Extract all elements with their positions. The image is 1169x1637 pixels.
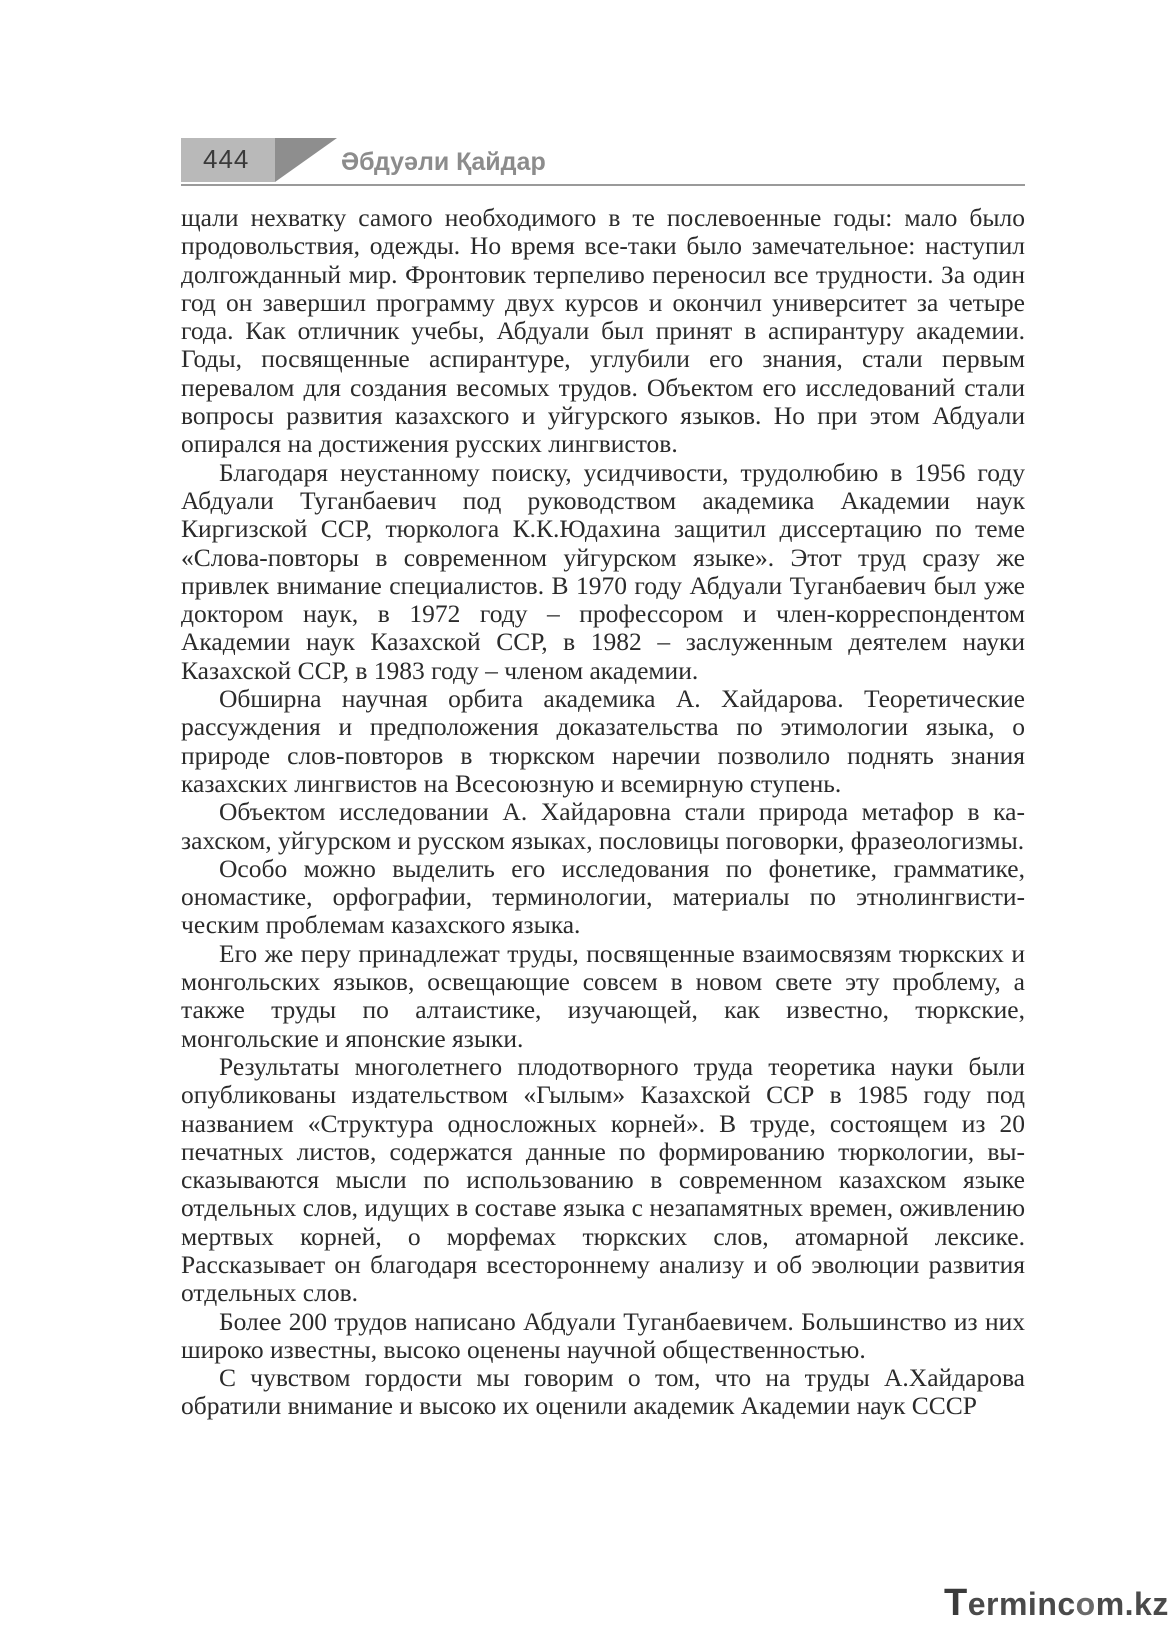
page-number: 444 [203, 144, 250, 174]
watermark-text-b: m.kz [1095, 1586, 1169, 1622]
paragraph-2: Благодаря неустанному поиску, усидчивости, трудолюбию в 1956 году Абдуали Туганбаевич под руководством академика Академии наук Киргизской ССР, тюрколога К.К.Юдахина защитил диссертацию по теме «Слова-повторы в современном уйгурском языке». Этот труд сразу же привлек внимание специалистов. В 1970 году Абдуали Туганбаевич был уже доктором наук, в 1972 году – профессором и член-корреспондентом Академии наук Казахской ССР, в 1982 – заслуженным деятелем науки Казахской ССР, в 1983 году – членом академии. [181, 457, 1025, 685]
watermark-magnifier-o: o [1075, 1586, 1096, 1622]
paragraph-9: С чувством гордости мы говорим о том, что на труды А.Хайдарова обратили внимание и высоко их оценили академик Академии наук СССР [181, 1363, 1025, 1421]
page-number-tab-wedge [275, 138, 337, 182]
termincom-watermark [944, 1582, 1169, 1625]
paragraph-1: щали нехватку самого необходимого в те послевоенные годы: мало было продовольствия, одежды. Но время все-таки было замечательное: наступил долгожданный мир. Фронтовик терпеливо переносил все трудности. За один год он завершил программу двух курсов и окончил университет за четыре года. Как отличник учебы, Абдуали был принят в аспирантуру академии. Годы, посвященные аспирантуре, углубили его знания, стали первым перевалом для создания весомых трудов. Объектом его исследований стали вопросы развития казахского и уйгурского языков. Но при этом Абдуали опирался на достижения русских лингвистов. [181, 203, 1025, 459]
paragraph-3: Обширна научная орбита академика А. Хайдарова. Теоретические рассуждения и предположения доказательства по этимологии языка, о природе слов-повторов в тюркском наречии позволило поднять знания казахских лингвистов на Всесоюзную и всемирную ступень. [181, 684, 1025, 798]
header-rule [181, 184, 1025, 186]
page-header [181, 138, 1025, 186]
watermark-text-a: erminc [967, 1586, 1076, 1622]
body-text [181, 204, 1025, 1421]
paragraph-5: Особо можно выделить его исследования по фонетике, грамматике, ономастике, орфографии, терминологии, материалы по этнолингвистическим проблемам казахского языка. [181, 853, 1025, 940]
running-head: Әбдуәли Қайдар [341, 148, 546, 176]
page-number-tab [181, 138, 275, 182]
paragraph-6: Его же перу принадлежат труды, посвященные взаимосвязям тюркских и монгольских языков, освещающие совсем в новом свете эту проблему, а также труды по алтаистике, изучающей, как известно, тюркские, монгольские и японские языки. [181, 938, 1025, 1053]
paragraph-8: Более 200 трудов написано Абдуали Туганбаевичем. Большинство из них широко известны, высоко оценены научной общественностью. [181, 1306, 1025, 1364]
watermark-logo-t: T [944, 1582, 968, 1624]
paragraph-4: Объектом исследовании А. Хайдаровна стали природа метафор в казахском, уйгурском и русском языках, пословицы поговорки, фразеологизмы. [181, 797, 1025, 855]
paragraph-7: Результаты многолетнего плодотворного труда теоретика науки были опубликованы издательством «Гылым» Казахской ССР в 1985 году под названием «Структура односложных корней». В труде, состоящем из 20 печатных листов, содержатся данные по формированию тюркологии, высказываются мысли по использованию в современном казахском языке отдельных слов, идущих в составе языка с незапамятных времен, оживлению мертвых корней, о морфемах тюркских слов, атомарной лексике. Рассказывает он благодаря всестороннему анализу и об эволюции развития отдельных слов. [181, 1051, 1025, 1308]
